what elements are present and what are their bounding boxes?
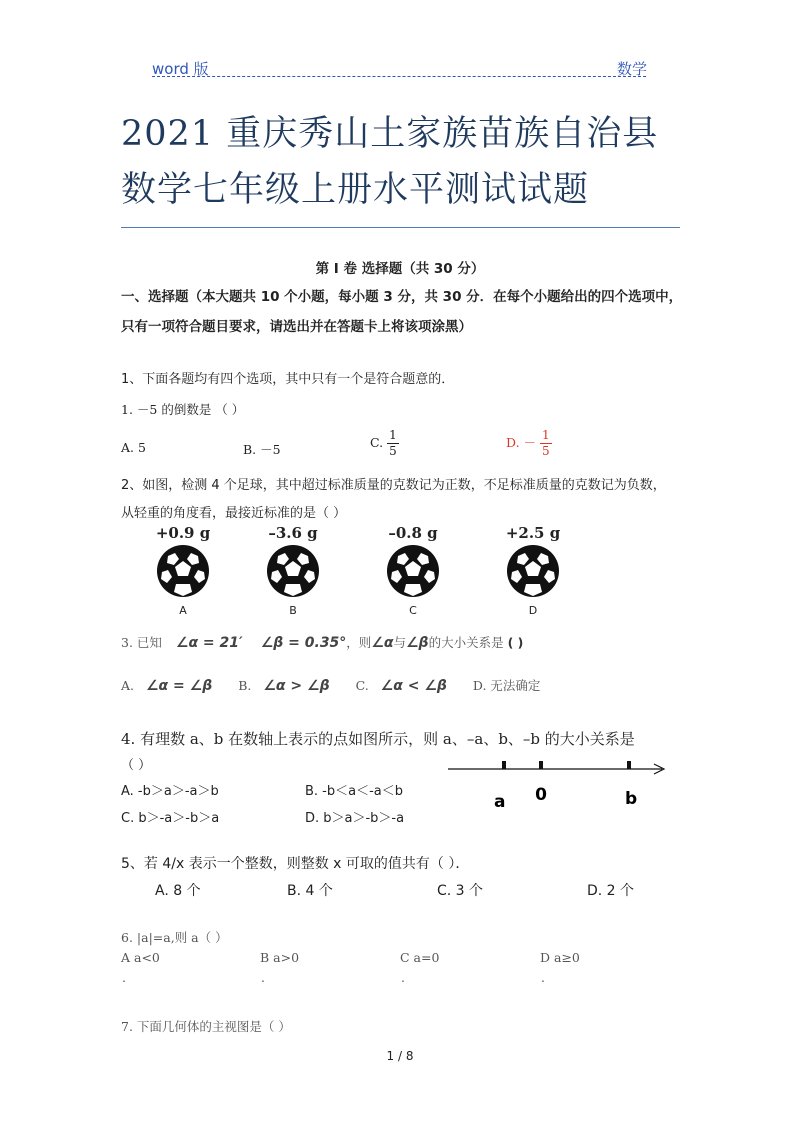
q1-c-prefix: C.	[370, 435, 384, 450]
q3-a-label: A.	[121, 678, 135, 693]
q3-option-a: ∠α = ∠β	[146, 678, 213, 694]
q6-dot: .	[261, 970, 265, 985]
q2-line2: 从轻重的角度看，最接近标准的是（ ）	[121, 506, 347, 521]
tick-a	[502, 761, 506, 769]
q1-stem: 1. －5 的倒数是 （ ）	[121, 402, 245, 417]
soccer-ball-icon	[488, 542, 578, 600]
q3-mid: ，则	[346, 635, 372, 650]
q3-prefix: 3. 已知	[121, 635, 162, 650]
q5-option-d: D. 2 个	[587, 883, 635, 899]
header-right: 数学	[617, 60, 648, 78]
q1-option-c	[370, 428, 399, 459]
soccer-ball-icon	[368, 542, 458, 600]
q3-alpha-value: ∠α = 21′	[175, 635, 243, 651]
q1-d-prefix: D. －	[506, 435, 537, 450]
q3-options	[121, 676, 540, 694]
q4-option-a: A. -b＞a＞-a＞b	[121, 784, 219, 799]
tick-b	[627, 761, 631, 769]
ball-b	[248, 524, 338, 617]
page-number: 1 / 8	[386, 1049, 414, 1063]
intro-text: 1、下面各题均有四个选项，其中只有一个是符合题意的．	[121, 372, 455, 387]
q3-with: 与	[393, 635, 406, 650]
ball-weight: –0.8 g	[388, 524, 438, 542]
ball-weight: –3.6 g	[268, 524, 318, 542]
ball-letter: A	[179, 604, 187, 617]
q3-beta-value: ∠β = 0.35°	[260, 635, 347, 651]
q1-c-den: 5	[389, 444, 397, 458]
q3-alpha: ∠α	[371, 635, 394, 651]
q1-d-den: 5	[542, 444, 550, 458]
q6-option-c: C a=0	[400, 950, 440, 965]
soccer-ball-icon	[248, 542, 338, 600]
q1-c-fraction	[387, 428, 399, 459]
q5-option-a: A. 8 个	[155, 883, 201, 899]
q3-suffix: 的大小关系是	[428, 635, 504, 650]
soccer-ball-icon	[138, 542, 228, 600]
tick-zero	[539, 761, 543, 769]
page-title: 2021 重庆秀山土家族苗族自治县数学七年级上册水平测试试题	[121, 114, 659, 210]
title-rule	[121, 227, 680, 228]
axis-label-a: a	[494, 792, 506, 812]
ball-letter: B	[289, 604, 297, 617]
q5-stem: 5、若 4/x 表示一个整数，则整数 x 可取的值共有（ ）．	[121, 856, 470, 872]
q6-dot: .	[541, 970, 545, 985]
ball-letter: D	[528, 604, 538, 617]
axis-label-b: b	[625, 789, 638, 809]
q6-stem: 6. |a|=a,则 a（ ）	[121, 930, 228, 945]
q4-stem: 4. 有理数 a、b 在数轴上表示的点如图所示，则 a、–a、b、–b 的大小关系是	[121, 730, 635, 748]
q1-option-b: B. －5	[243, 442, 281, 457]
q3-paren: ( )	[507, 635, 524, 650]
q3-beta: ∠β	[406, 635, 429, 651]
q5-option-b: B. 4 个	[287, 883, 333, 899]
q1-option-a: A. 5	[121, 440, 146, 455]
header-left: word 版	[152, 60, 209, 78]
ball-c	[368, 524, 458, 617]
q3-option-c: ∠α < ∠β	[380, 678, 447, 694]
ball-weight: +2.5 g	[505, 524, 561, 542]
q5-option-c: C. 3 个	[437, 883, 484, 899]
q3-b-label: B.	[238, 678, 252, 693]
q6-dot: .	[401, 970, 405, 985]
ball-a	[138, 524, 228, 617]
q2-line1: 2、如图，检测 4 个足球，其中超过标准质量的克数记为正数，不足标准质量的克数记为负数，	[121, 478, 666, 493]
q1-c-num: 1	[389, 428, 397, 442]
q7-stem: 7. 下面几何体的主视图是（ ）	[121, 1019, 291, 1034]
q1-option-d	[506, 428, 552, 459]
q4-option-c: C. b＞-a＞-b＞a	[121, 811, 220, 826]
header-dashed-line	[152, 76, 646, 77]
q1-d-fraction	[540, 428, 552, 459]
q3-stem	[121, 633, 523, 651]
q4-paren: （ ）	[121, 758, 152, 773]
number-line-diagram	[440, 752, 670, 812]
axis-label-zero: 0	[535, 785, 547, 805]
q6-option-b: B a>0	[260, 950, 300, 965]
q3-c-label: C.	[355, 678, 369, 693]
q4-option-b: B. -b＜a＜-a＜b	[305, 784, 404, 799]
ball-d	[488, 524, 578, 617]
ball-letter: C	[409, 604, 417, 617]
q3-option-d: D. 无法确定	[472, 678, 541, 693]
q6-dot: .	[122, 970, 126, 985]
q4-option-d: D. b＞a＞-b＞-a	[305, 811, 405, 826]
q1-d-num: 1	[542, 428, 550, 442]
q6-option-a: A a<0	[121, 950, 160, 965]
instructions: 一、选择题（本大题共 10 个小题，每小题 3 分，共 30 分．在每个小题给出的四个选项中，只有一项符合题目要求，请选出并在答题卡上将该项涂黑）	[121, 289, 683, 335]
ball-weight: +0.9 g	[155, 524, 211, 542]
section-title: 第 I 卷 选择题（共 30 分）	[315, 261, 485, 277]
q3-option-b: ∠α > ∠β	[263, 678, 330, 694]
q6-option-d: D a≥0	[540, 950, 580, 965]
